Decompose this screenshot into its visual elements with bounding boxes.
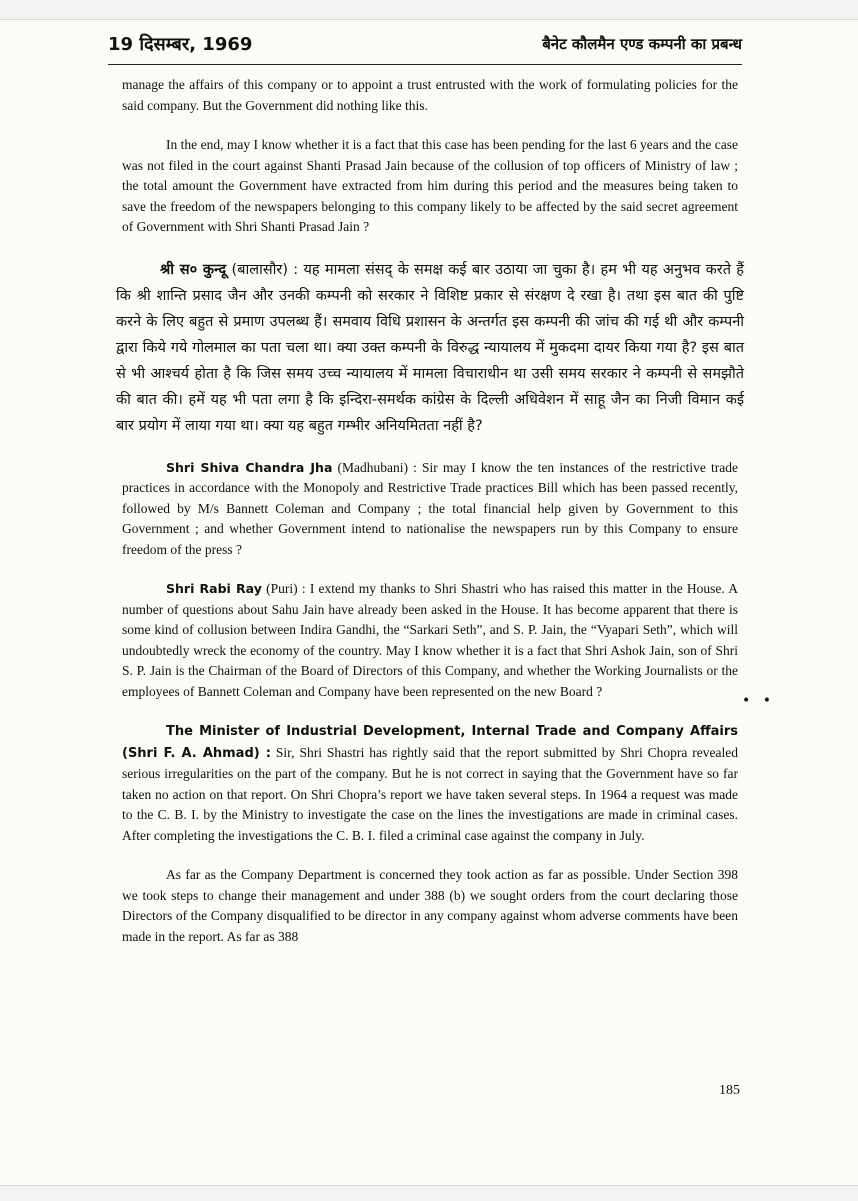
speaker-name: Shri Shiva Chandra Jha: [166, 459, 333, 475]
paragraph-question: In the end, may I know whether it is a fact that this case has been pending for the last 6 years and the case was not filed in the court against Shanti Prasad Jain because of the collusion of top officers of Ministry of law ; the total amount the Government have extracted from him during this period and the measures being taken to save the freedom of the newspapers belonging to this company likely to be affected by the said secret agreement of Government with Shri Shanti Prasad Jain ?: [122, 137, 738, 234]
page-body: [116, 75, 745, 966]
speech-text: Sir, Shri Shastri has rightly said that the report submitted by Shri Chopra revealed serious irregularities on the part of the company. But he is not correct in saying that the Government have so far taken no action on that report. On Shri Chopra’s report we have taken several steps. In 1964 a request was made to the C. B. I. by the Ministry to investigate the case on the lines the investigations are made in criminal cases. After completing the investigations the C. B. I. filed a criminal case against the company in July.: [122, 744, 739, 843]
speaker-constituency: (Madhubani) :: [337, 459, 417, 475]
paragraph-continuation: manage the affairs of this company or to appoint a trust entrusted with the work of formulating policies for the said company. But the Government did nothing like this.: [122, 77, 738, 113]
speech-text: I extend my thanks to Shri Shastri who has raised this matter in the House. A number of questions about Sahu Jain have already been asked in the House. It has become apparent that there is some kind of collusion between Indira Gandhi, the “Sarkari Seth”, and S. P. Jain, the “Vyapari Seth”, which will undoubtedly wreck the economy of the country. May I know whether it is a fact that Shri Ashok Jain, son of Shri S. P. Jain is the Chairman of the Board of Directors of this Company, and whether the Working Journalists or the employees of Bannett Coleman and Company have been represented on the new Board ?: [122, 581, 739, 699]
speech-text: यह मामला संसद् के समक्ष कई बार उठाया जा चुका है। हम भी यह अनुभव करते हैं कि श्री शान्ति प्रसाद जैन और उनकी कम्पनी को सरकार ने विशिष्ट प्रकार से संरक्षण दे रखा है। तथा इस बात की पुष्टि करने के लिए बहुत से प्रमाण उपलब्ध हैं। समवाय विधि प्रशासन के अन्तर्गत इस कम्पनी की जांच की गई थी और कम्पनी द्वारा किये गये गोलमाल का पता चला था। क्या उक्त कम्पनी के विरुद्ध न्यायालय में मुकदमा दायर किया गया है? इस बात से भी आश्चर्य होता है कि जिस समय उच्च न्यायालय में मामला विचाराधीन था उसी समय सरकार ने कम्पनी से समझौते की बात की। हमें यह भी पता लगा है कि इन्दिरा-समर्थक कांग्रेस के दिल्ली अधिवेशन में साहू जैन का निजी विमान कई बार प्रयोग में लाया गया था। क्या यह बहुत गम्भीर अनियमितता नहीं है?: [116, 261, 745, 434]
margin-mark: • •: [742, 693, 775, 709]
viewer-bottom-bar: [0, 1185, 858, 1201]
page-header: [108, 28, 742, 60]
header-title: बैनेट कौलमैन एण्ड कम्पनी का प्रबन्ध: [542, 35, 742, 53]
header-rule: [108, 64, 742, 65]
paragraph-minister: [122, 721, 738, 846]
header-date: 19 दिसम्बर, 1969: [108, 34, 253, 55]
speaker-name: Shri Rabi Ray: [166, 581, 262, 596]
speaker-name: The Minister of Industrial Development, Internal Trade and Company Affairs (Shri F. A. Ahmad) :: [122, 724, 738, 761]
paragraph-ray: [122, 579, 738, 702]
viewer-top-bar: [0, 0, 858, 20]
speech-text: Sir may I know the ten instances of the restrictive trade practices in accordance with the Monopoly and Restrictive Trade practices Bill which has been passed recently, followed by M/s Bannett Coleman and Company ; the total financial help given by Government to this Government ; and whether Government intend to nationalise the newspapers run by this Company to ensure freedom of the press ?: [122, 459, 739, 557]
paragraph-company-department: As far as the Company Department is concerned they took action as far as possible. Under Section 398 we took steps to change their management and under 388 (b) we sought orders from the court declaring those Directors of the Company disqualified to be director in any company against whom adverse comments have been made in the report. As far as 388: [122, 867, 738, 944]
page-number: 185: [719, 1083, 740, 1098]
paragraph-hindi: [116, 257, 744, 439]
paragraph-jha: [122, 458, 738, 561]
speaker-name: श्री स० कुन्दू: [160, 261, 227, 278]
speaker-constituency: (बालासौर) :: [231, 261, 299, 278]
speaker-constituency: (Puri) :: [266, 581, 306, 596]
